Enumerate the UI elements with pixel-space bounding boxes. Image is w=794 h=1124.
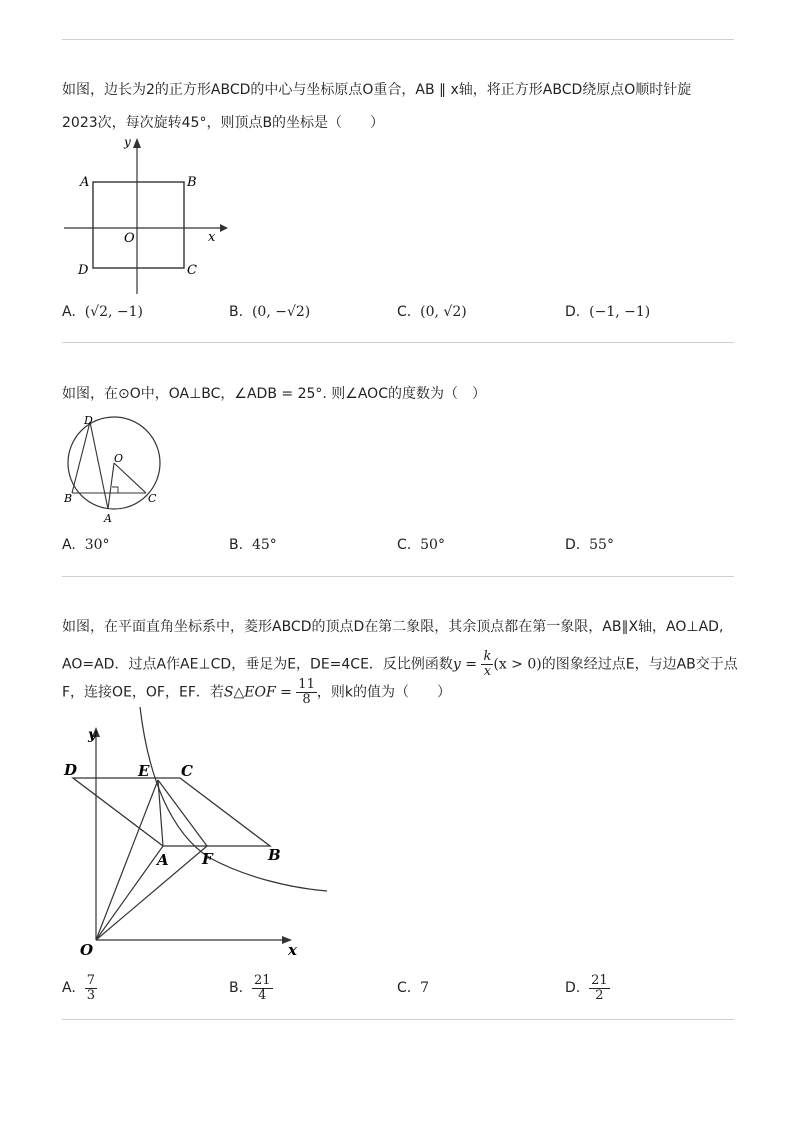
- q1-label-c: C: [187, 263, 197, 278]
- q1-label-a: A: [80, 175, 90, 190]
- q3-stem-line1: 如图，在平面直角坐标系中，菱形ABCD的顶点D在第二象限，其余顶点都在第一象限，AB∥X轴，AO⊥AD,: [62, 619, 724, 635]
- q3-line2-text-a: AO=AD．过点A作AE⊥CD，垂足为E，DE=4CE．反比例函数: [62, 656, 453, 673]
- q1-option-d[interactable]: D. (−1, −1): [565, 304, 651, 320]
- q1-square: [93, 182, 184, 268]
- q3-option-d[interactable]: D. $\frac{21}{2}$: [565, 972, 608, 1003]
- q3-segment-ae: [158, 780, 163, 846]
- q3-option-a[interactable]: A. $\frac{7}{3}$: [62, 972, 95, 1003]
- q1-stem-line1: 如图，边长为2的正方形ABCD的中心与坐标原点O重合，AB ∥ x轴，将正方形ABCD绕原点O顺时针旋: [62, 82, 692, 98]
- q3-line2-text-b: 的图象经过点E，与边AB交于点: [541, 656, 738, 673]
- q3-option-c[interactable]: C. 7: [397, 980, 430, 996]
- q1-option-b[interactable]: B. (0, −√2): [229, 304, 311, 320]
- q2-label-b: B: [64, 492, 73, 505]
- q1-label-b: B: [187, 175, 197, 190]
- q3-area-fraction: $\frac{11}{8}$: [298, 677, 315, 707]
- q3-segment-ef: [158, 780, 207, 846]
- q2-option-c[interactable]: C. 50°: [397, 537, 445, 553]
- q1-label-o: O: [124, 231, 135, 246]
- q3-label-o: O: [80, 941, 94, 959]
- q2-label-o: O: [114, 452, 124, 465]
- q2-circle-figure: [60, 410, 170, 530]
- q2-option-b[interactable]: B. 45°: [229, 537, 277, 553]
- rule-after-q3: [62, 1019, 734, 1020]
- q3-segment-oa: [96, 846, 163, 940]
- q3-line3-text-a: F，连接OE，OF，EF．若: [62, 684, 224, 701]
- q1-x-arrow: [220, 224, 228, 232]
- q3-stem-line2: [62, 650, 738, 679]
- q3-option-b[interactable]: B. $\frac{21}{4}$: [229, 972, 271, 1003]
- rule-after-q1: [62, 342, 734, 343]
- q3-segment-of: [96, 846, 207, 940]
- q3-label-b: B: [268, 846, 281, 864]
- q2-segment-oc: [114, 463, 146, 493]
- q3-line3-text-b: ，则k的值为（ ）: [316, 684, 451, 701]
- q1-y-arrow: [133, 138, 141, 148]
- q3-label-c: C: [181, 762, 193, 780]
- q1-option-a[interactable]: A. (√2, −1): [62, 304, 143, 320]
- q3-label-x: x: [288, 941, 297, 959]
- q3-area-expr: S△EOF =: [223, 684, 292, 701]
- q2-segment-db: [72, 422, 90, 493]
- q2-label-d: D: [84, 414, 93, 427]
- q2-option-d[interactable]: D. 55°: [565, 537, 614, 553]
- q2-option-a[interactable]: A. 30°: [62, 537, 110, 553]
- q3-segment-oe: [96, 780, 158, 940]
- rule-after-q2: [62, 576, 734, 577]
- q3-rhombus-figure: [60, 705, 340, 965]
- q2-segment-da: [90, 422, 108, 509]
- q3-label-e: E: [138, 762, 150, 780]
- q1-square-figure: [60, 134, 230, 300]
- q3-label-d: D: [64, 761, 78, 779]
- q3-stem-line3: [62, 678, 451, 707]
- q2-label-a: A: [104, 512, 112, 525]
- q2-stem-line1: 如图，在⊙O中，OA⊥BC，∠ADB = 25°. 则∠AOC的度数为（ ）: [62, 386, 486, 402]
- q3-func-lhs: y =: [452, 656, 478, 673]
- q3-label-a: A: [157, 851, 169, 869]
- top-rule: [62, 39, 734, 40]
- q3-label-f: F: [202, 850, 213, 868]
- q3-func-condition: (x > 0): [493, 656, 542, 673]
- q3-rhombus: [73, 778, 270, 846]
- q2-label-c: C: [148, 492, 157, 505]
- q3-func-fraction: $\frac{k}{x}$: [483, 649, 492, 679]
- q1-label-x: x: [208, 230, 216, 245]
- q1-label-y: y: [124, 135, 131, 149]
- q3-label-y: y: [88, 727, 97, 743]
- q1-stem-line2: 2023次，每次旋转45°，则顶点B的坐标是（ ）: [62, 115, 385, 131]
- q1-option-c[interactable]: C. (0, √2): [397, 304, 467, 320]
- q2-right-angle-mark: [112, 487, 118, 493]
- q1-label-d: D: [78, 263, 89, 278]
- q2-segment-oa: [108, 463, 114, 509]
